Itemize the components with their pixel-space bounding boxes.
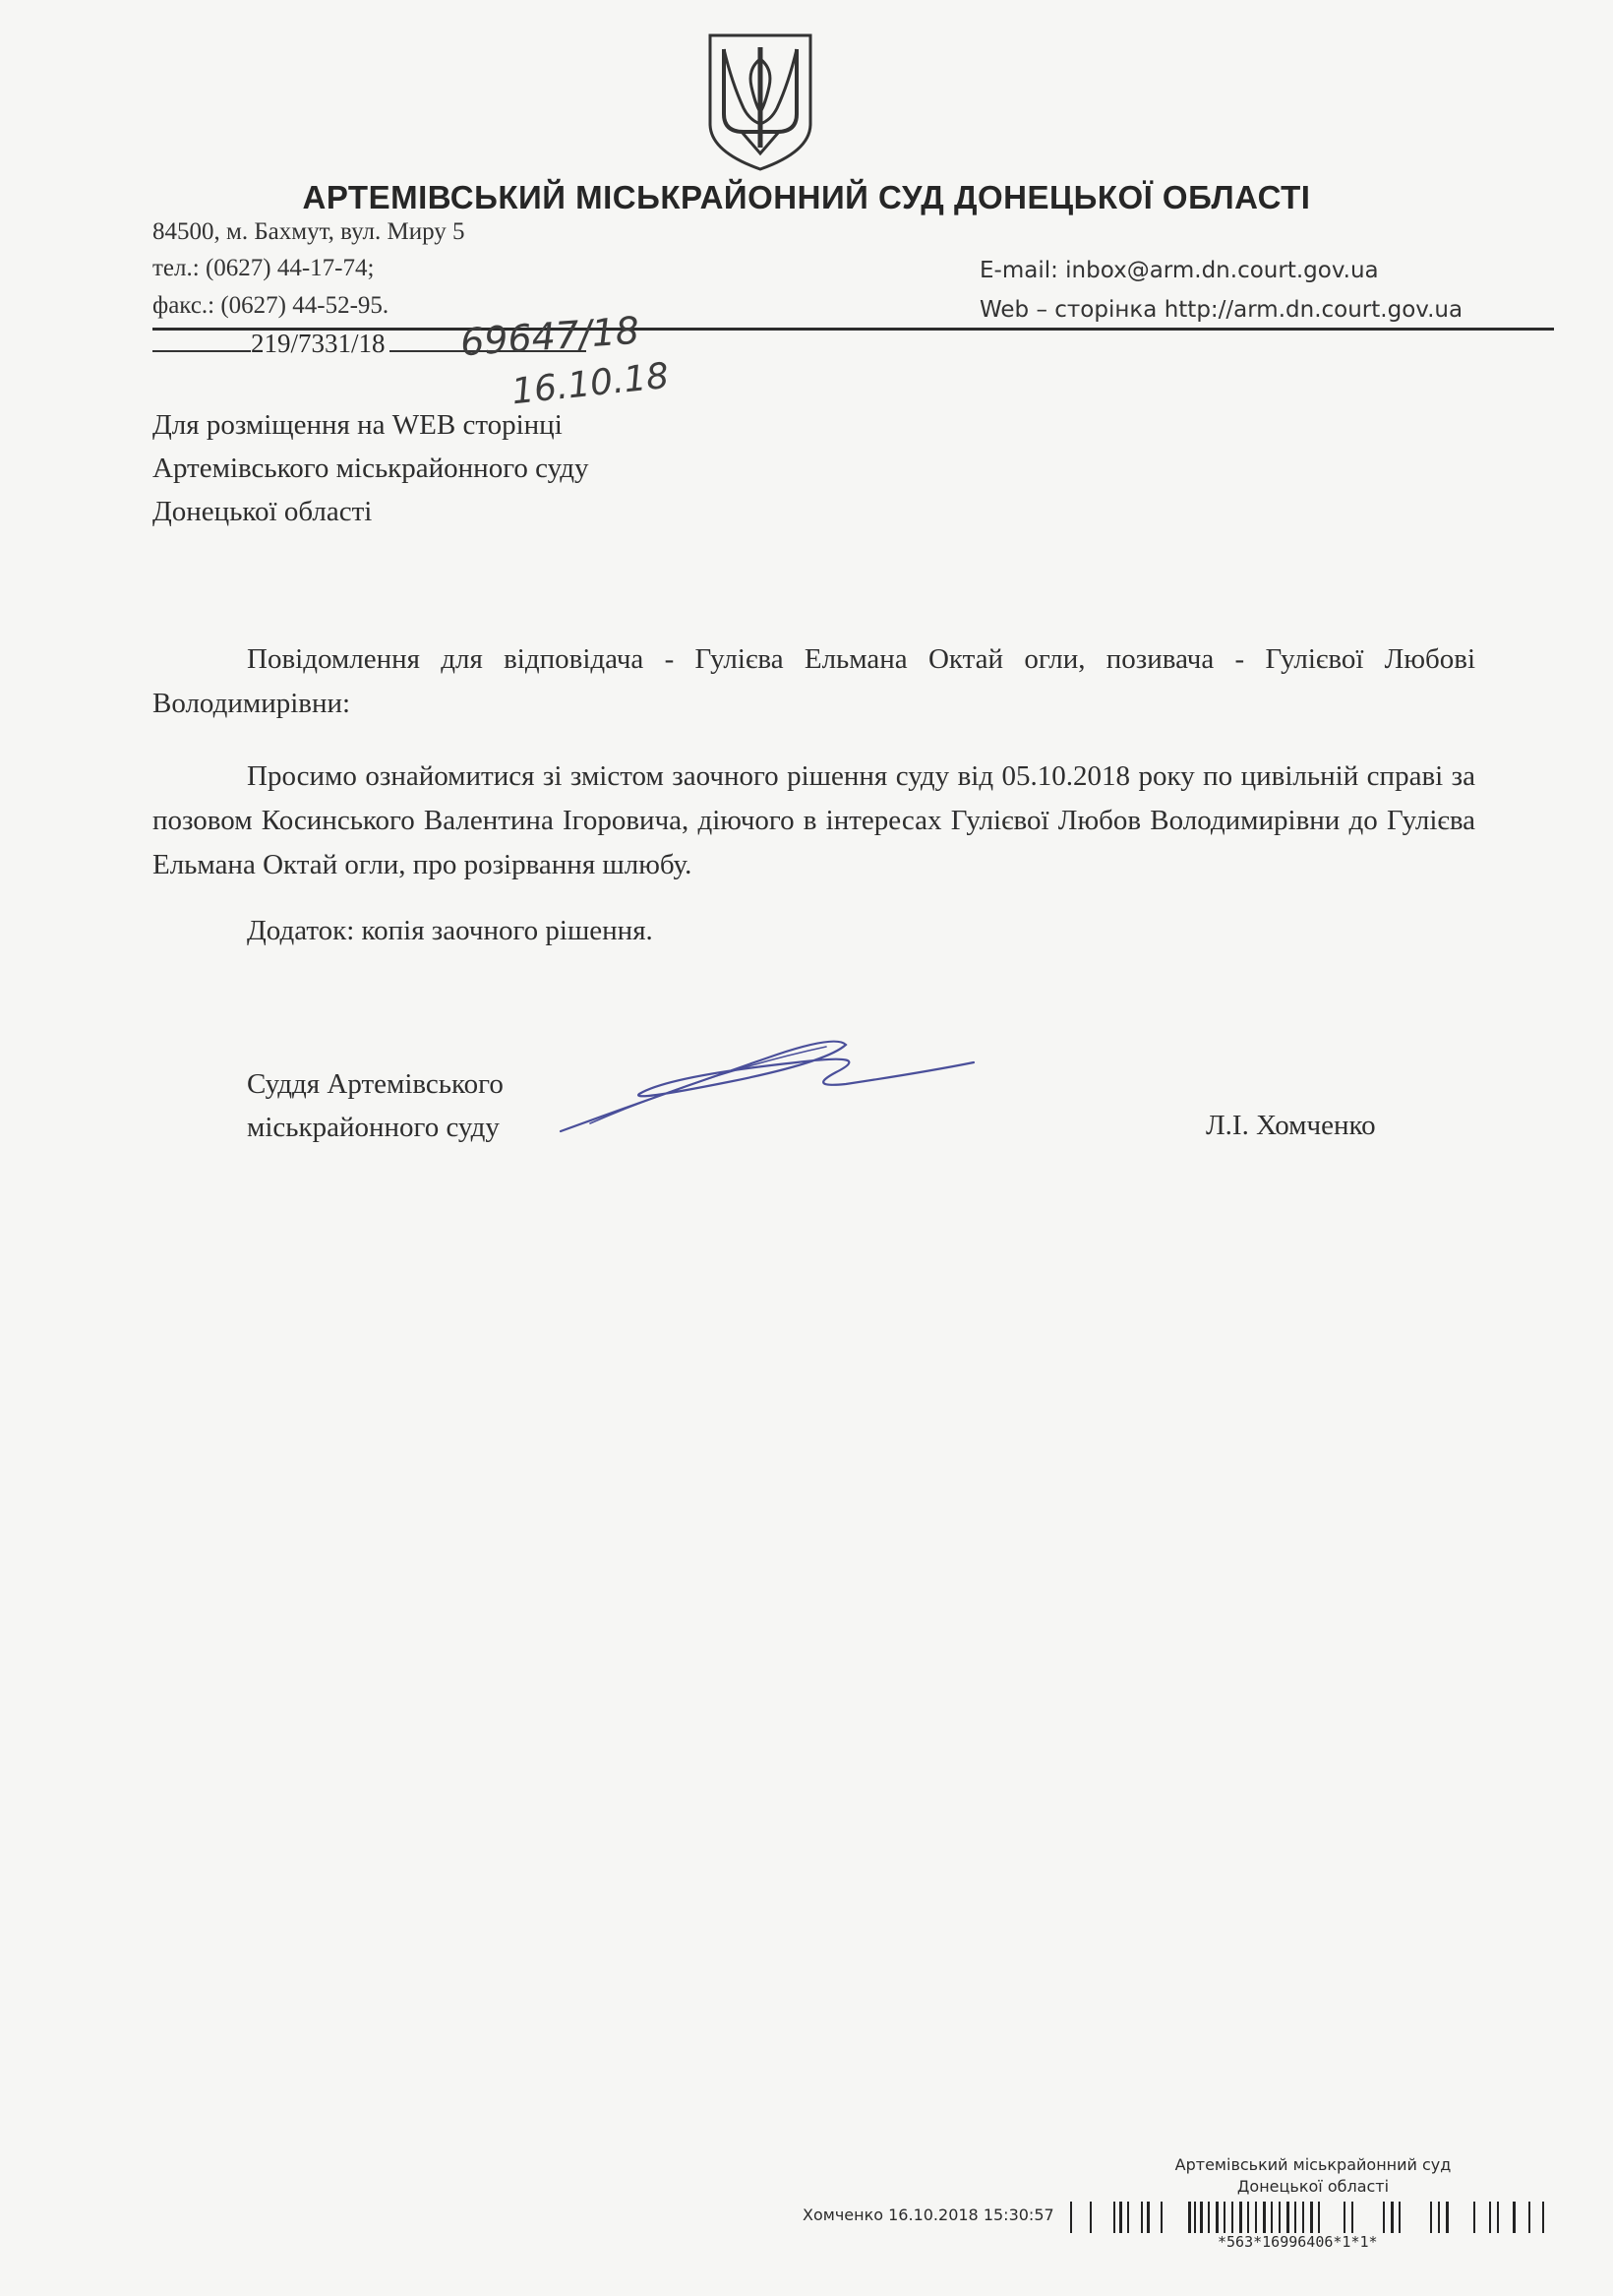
handwritten-incoming-number: 69647/18 bbox=[458, 308, 641, 365]
court-title: АРТЕМІВСЬКИЙ МІСЬКРАЙОННИЙ СУД ДОНЕЦЬКОЇ ОБЛАСТІ bbox=[302, 179, 1311, 215]
request-text: Просимо ознайомитися зі змістом заочного рішення суду від 05.10.2018 року по цивільній справі за позовом Косинського Валентина Ігоровича, діючого в інтересах Гулієвої Любов Володимирівни до Гулієва Ельмана Октай огли, про розірвання шлюбу. bbox=[152, 760, 1475, 880]
registration-blank bbox=[152, 329, 251, 352]
judge-title bbox=[247, 1062, 504, 1149]
handwritten-incoming-date: 16.10.18 bbox=[509, 355, 672, 413]
attachment-paragraph bbox=[152, 909, 1475, 953]
judge-title-line: Суддя Артемівського bbox=[247, 1068, 504, 1100]
court-phone: тел.: (0627) 44-17-74; bbox=[152, 255, 375, 281]
notice-paragraph bbox=[152, 637, 1475, 726]
addressee-block bbox=[152, 403, 589, 533]
judge-title-line: міськрайонного суду bbox=[247, 1112, 500, 1143]
registration-number: 219/7331/18 bbox=[251, 329, 386, 358]
request-paragraph bbox=[152, 755, 1475, 887]
court-fax: факс.: (0627) 44-52-95. bbox=[152, 292, 389, 319]
judge-name: Л.І. Хомченко bbox=[1206, 1110, 1376, 1141]
stamp-court-line: Донецької області bbox=[1236, 2177, 1390, 2196]
addressee-line: Донецької області bbox=[152, 496, 373, 527]
court-email: E-mail: inbox@arm.dn.court.gov.ua bbox=[980, 258, 1379, 283]
stamp-court-line: Артемівський міськрайонний суд bbox=[1174, 2155, 1452, 2174]
attachment-text: Додаток: копія заочного рішення. bbox=[247, 915, 653, 946]
barcode-icon bbox=[1070, 2200, 1548, 2235]
addressee-line: Для розміщення на WEB сторінці bbox=[152, 409, 563, 441]
court-website: Web – сторінка http://arm.dn.court.gov.ua bbox=[980, 297, 1464, 323]
court-address: 84500, м. Бахмут, вул. Миру 5 bbox=[152, 218, 465, 245]
handwritten-signature bbox=[551, 1033, 984, 1141]
notice-text: Повідомлення для відповідача - Гулієва Ельмана Октай огли, позивача - Гулієвої Любові Володимирівни: bbox=[152, 643, 1475, 719]
registration-stamp-meta: Хомченко 16.10.2018 15:30:57 bbox=[803, 2205, 1054, 2224]
registration-stamp-court bbox=[1170, 2154, 1456, 2198]
barcode-number: *563*16996406*1*1* bbox=[1218, 2233, 1378, 2251]
addressee-line: Артемівського міськрайонного суду bbox=[152, 453, 589, 484]
trident-emblem-icon bbox=[704, 30, 816, 173]
